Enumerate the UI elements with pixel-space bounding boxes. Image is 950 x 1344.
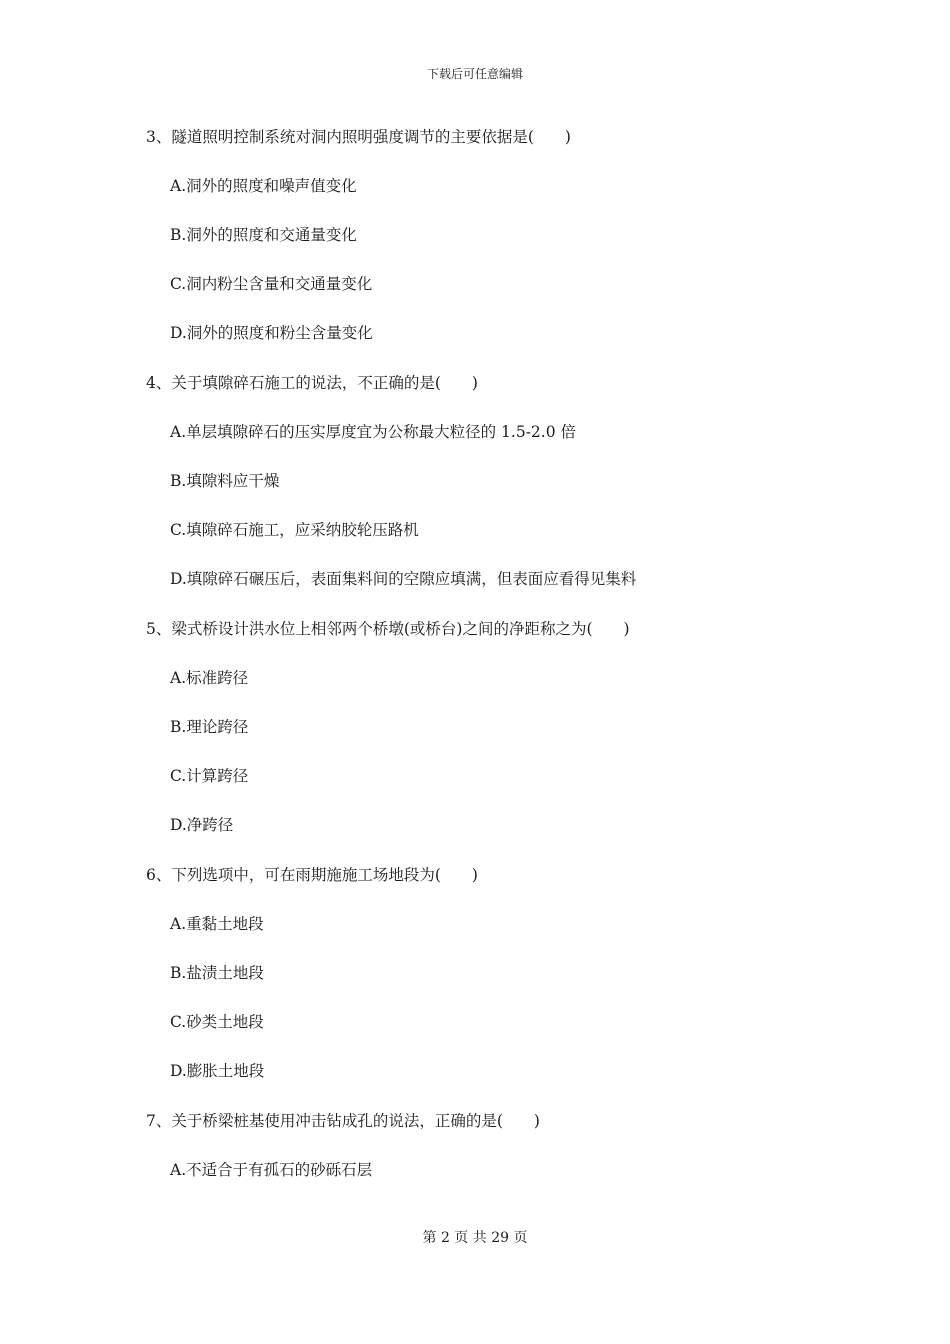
option-a: A.标准跨径 [170,669,249,687]
option-a: A.洞外的照度和噪声值变化 [170,177,357,195]
option-a: A.单层填隙碎石的压实厚度宜为公称最大粒径的 1.5-2.0 倍 [170,423,577,441]
page-header: 下载后可任意编辑 [426,67,523,81]
option-c: C.计算跨径 [170,767,249,785]
option-c: C.砂类土地段 [170,1013,264,1031]
option-a: A.不适合于有孤石的砂砾石层 [170,1161,373,1179]
option-b: B.盐渍土地段 [170,964,264,982]
option-b: B.填隙料应干燥 [170,472,280,490]
option-d: D.净跨径 [170,816,234,834]
option-d: D.填隙碎石碾压后，表面集料间的空隙应填满，但表面应看得见集料 [170,570,637,588]
question-stem: 4、关于填隙碎石施工的说法，不正确的是( ) [146,374,478,392]
question-stem: 5、梁式桥设计洪水位上相邻两个桥墩(或桥台)之间的净距称之为( ) [146,620,630,638]
option-c: C.洞内粉尘含量和交通量变化 [170,275,373,293]
option-a: A.重黏土地段 [170,915,264,933]
option-b: B.洞外的照度和交通量变化 [170,226,357,244]
option-d: D.膨胀土地段 [170,1062,265,1080]
option-b: B.理论跨径 [170,718,249,736]
question-stem: 3、隧道照明控制系统对洞内照明强度调节的主要依据是( ) [146,128,571,146]
option-c: C.填隙碎石施工，应采纳胶轮压路机 [170,521,419,539]
option-d: D.洞外的照度和粉尘含量变化 [170,324,373,342]
question-stem: 6、下列选项中，可在雨期施施工场地段为( ) [146,866,478,884]
page-number-footer: 第 2 页 共 29 页 [422,1230,528,1246]
question-stem: 7、关于桥梁桩基使用冲击钻成孔的说法，正确的是( ) [146,1112,540,1130]
